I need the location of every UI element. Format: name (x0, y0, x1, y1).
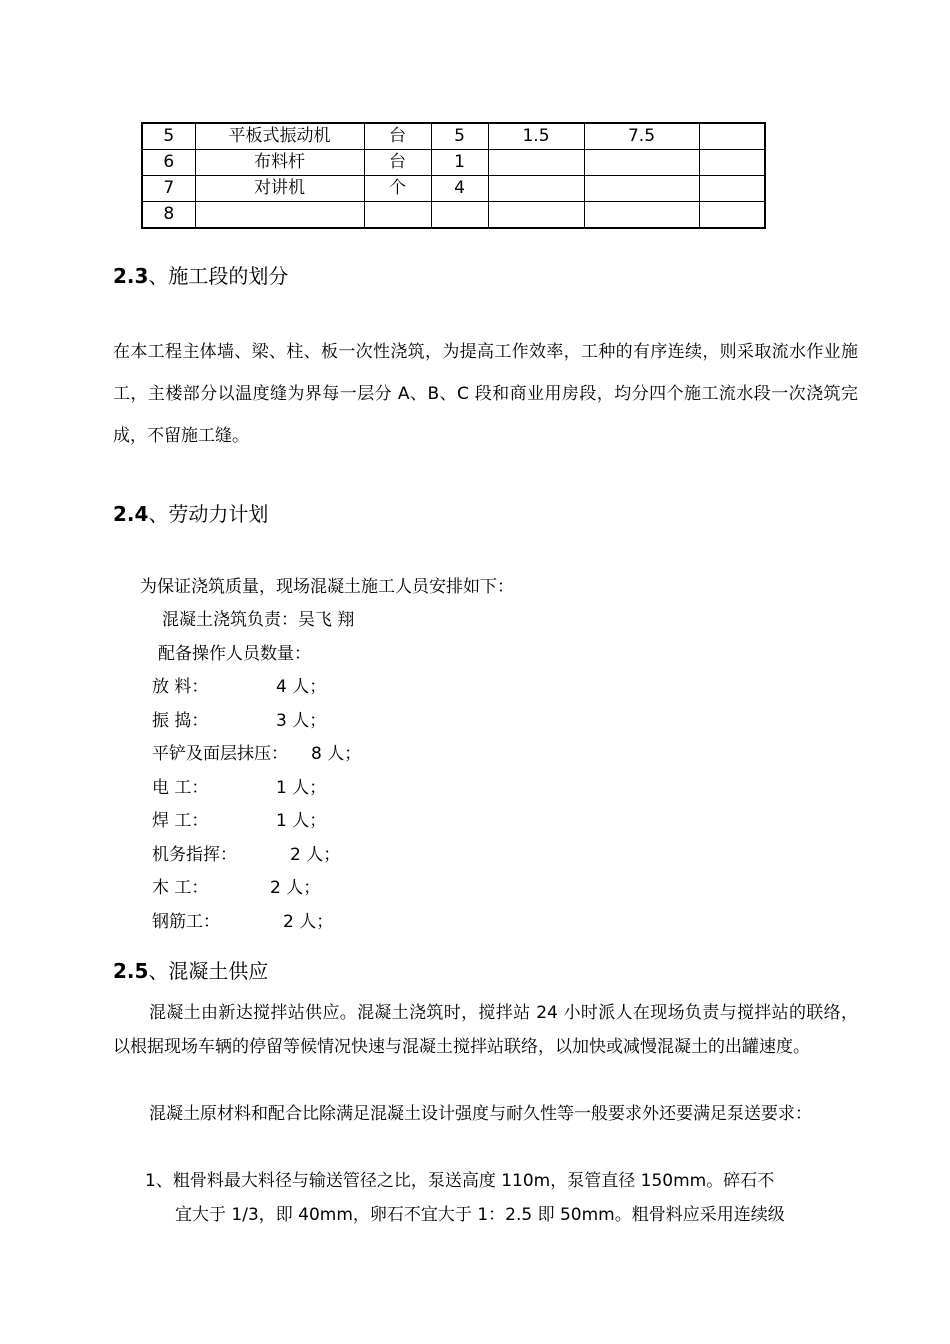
table-cell (195, 202, 364, 229)
table-cell: 5 (431, 123, 488, 150)
staff-count: 1 人； (276, 778, 327, 798)
equipment-table-body (142, 123, 765, 228)
item-line: 宜大于 1/3，即 40mm，卵石不宜大于 1：2.5 即 50mm。粗骨料应采用连续级 (175, 1205, 785, 1225)
table-cell (699, 202, 765, 229)
table-row (142, 123, 765, 150)
staff-count: 2 人； (283, 912, 334, 932)
staff-role: 放 料： (152, 677, 209, 697)
staff-role: 电 工： (152, 778, 209, 798)
section-number: 2.4 (113, 502, 149, 526)
table-cell (488, 176, 584, 202)
table-cell: 7.5 (584, 123, 699, 150)
section-2-3-paragraph: 在本工程主体墙、梁、柱、板一次性浇筑，为提高工作效率，工种的有序连续，则采取流水作业施工，主楼部分以温度缝为界每一层分 A、B、C 段和商业用房段，均分四个施工流水段一次浇筑完成，不留施工缝。 (113, 342, 858, 446)
requirement-item-1 (145, 1164, 858, 1232)
staff-count: 3 人； (276, 711, 327, 731)
staff-row (152, 910, 333, 934)
table-row (142, 150, 765, 176)
section-title: 、施工段的划分 (148, 264, 289, 288)
staff-role: 平铲及面层抹压： (152, 744, 288, 764)
table-cell (699, 123, 765, 150)
section-2-4-heading (113, 498, 268, 527)
table-cell (431, 202, 488, 229)
labor-intro: 为保证浇筑质量，现场混凝土施工人员安排如下： (140, 577, 514, 597)
table-cell (488, 150, 584, 176)
table-row (142, 202, 765, 229)
staff-role: 木 工： (152, 878, 209, 898)
staff-role: 钢筋工： (152, 912, 220, 932)
staff-role: 焊 工： (152, 811, 209, 831)
staff-count: 4 人； (276, 677, 327, 697)
table-cell: 7 (142, 176, 195, 202)
table-cell (584, 202, 699, 229)
section-title: 、劳动力计划 (148, 502, 269, 526)
staff-row (152, 675, 326, 699)
staff-row (152, 809, 326, 833)
staff-row (152, 843, 340, 867)
table-cell: 1.5 (488, 123, 584, 150)
table-cell (699, 176, 765, 202)
item-line: 1、粗骨料最大料径与输送管径之比，泵送高度 110m，泵管直径 150mm。碎石不 (145, 1171, 775, 1191)
supply-paragraph-1: 混凝土由新达搅拌站供应。混凝土浇筑时，搅拌站 24 小时派人在现场负责与搅拌站的联络，以根据现场车辆的停留等候情况快速与混凝土搅拌站联络，以加快或减慢混凝土的出罐速度。 (113, 1003, 858, 1057)
table-cell: 5 (142, 123, 195, 150)
staff-heading: 配备操作人员数量： (158, 644, 311, 664)
equipment-table (141, 122, 766, 229)
staff-count: 8 人； (311, 744, 362, 764)
table-cell: 平板式振动机 (195, 123, 364, 150)
section-2-5-heading (113, 955, 268, 984)
pour-leader: 混凝土浇筑负责：吴飞 翔 (162, 610, 355, 630)
table-cell: 4 (431, 176, 488, 202)
table-cell (364, 202, 431, 229)
staff-row (152, 742, 361, 766)
staff-count: 2 人； (290, 845, 341, 865)
table-cell (584, 150, 699, 176)
table-row (142, 176, 765, 202)
staff-count: 1 人； (276, 811, 327, 831)
table-cell (584, 176, 699, 202)
table-cell: 台 (364, 150, 431, 176)
staff-role: 振 捣： (152, 711, 209, 731)
table-cell: 台 (364, 123, 431, 150)
staff-count: 2 人； (270, 878, 321, 898)
staff-row (152, 876, 320, 900)
table-cell (699, 150, 765, 176)
table-cell: 对讲机 (195, 176, 364, 202)
table-cell: 布料杆 (195, 150, 364, 176)
table-cell: 1 (431, 150, 488, 176)
staff-role: 机务指挥： (152, 845, 237, 865)
table-cell: 8 (142, 202, 195, 229)
staff-row (152, 776, 326, 800)
staff-row (152, 709, 326, 733)
table-cell: 6 (142, 150, 195, 176)
table-cell (488, 202, 584, 229)
supply-paragraph-2: 混凝土原材料和配合比除满足混凝土设计强度与耐久性等一般要求外还要满足泵送要求： (149, 1104, 812, 1124)
table-cell: 个 (364, 176, 431, 202)
section-number: 2.5 (113, 959, 149, 983)
section-title: 、混凝土供应 (148, 959, 269, 983)
section-number: 2.3 (113, 264, 149, 288)
section-2-3-heading (113, 260, 288, 289)
